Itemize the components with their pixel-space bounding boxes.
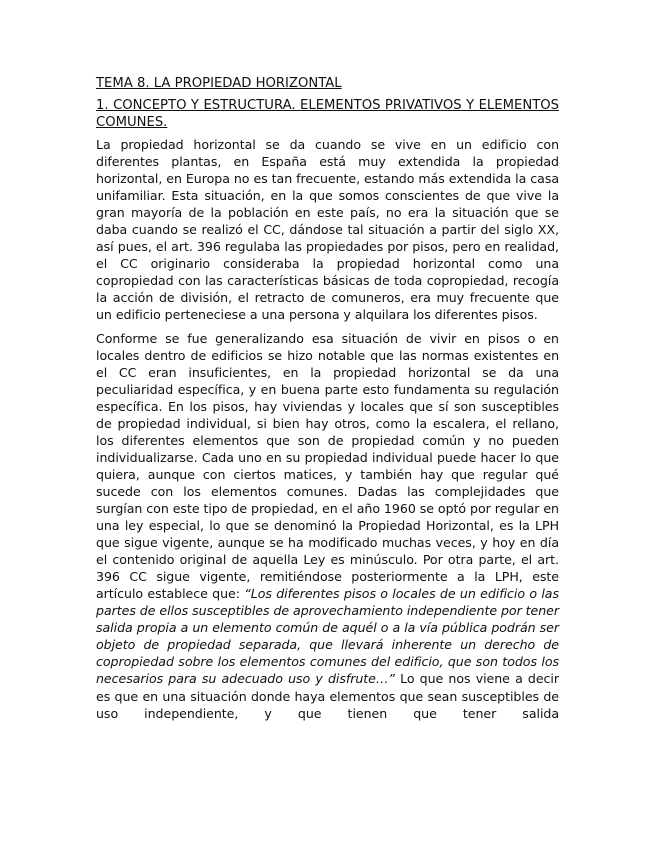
paragraph-2-quote: “Los diferentes pisos o locales de un edificio o las partes de ellos susceptibles de aprovechamiento independiente por tener salida propia a un elemento común de aquél o a la vía pública podrán ser objeto de propiedad separada, que llevará inherente un derecho de copropiedad sobre los elementos comunes del edificio, que son todos los necesarios para su adecuado uso y disfrute…” <box>96 586 560 687</box>
document-title: TEMA 8. LA PROPIEDAD HORIZONTAL <box>96 76 342 91</box>
paragraph-2 <box>96 330 559 722</box>
paragraph-2-rest: Lo que nos viene a decir es que en una situación donde haya elementos que sean susceptibles de uso independiente, y que tienen que tener salida <box>96 671 560 721</box>
section-heading: 1. CONCEPTO Y ESTRUCTURA. ELEMENTOS PRIVATIVOS Y ELEMENTOS COMUNES. <box>96 98 559 130</box>
paragraph-2-intro: Conforme se fue generalizando esa situación de vivir en pisos o en locales dentro de edificios se hizo notable que las normas existentes en el CC eran insuficientes, en la propiedad horizontal se da una peculiaridad específica, y en buena parte esto fundamenta su regulación específica. En los pisos, hay viviendas y locales que sí son susceptibles de propiedad individual, si bien hay otros, como la escalera, el rellano, los diferentes elementos que son de propiedad común y no pueden individualizarse. Cada uno en su propiedad individual puede hacer lo que quiera, aunque con ciertos matices, y también hay que regular qué sucede con los elementos comunes. Dadas las complejidades que surgían con este tipo de propiedad, en el año 1960 se optó por regular en una ley especial, lo que se denominó la Propiedad Horizontal, es la LPH que sigue vigente, aunque se ha modificado muchas veces, y hoy en día el contenido original de aquella Ley es minúsculo. Por otra parte, el art. 396 CC sigue vigente, remitiéndose posteriormente a la LPH, este artículo establece que: <box>96 330 559 602</box>
paragraph-1: La propiedad horizontal se da cuando se vive en un edificio con diferentes plantas, en España está muy extendida la propiedad horizontal, en Europa no es tan frecuente, estando más extendida la casa unifamiliar. Esta situación, en la que somos conscientes de que vive la gran mayoría de la población en este país, no era la situación que se daba cuando se realizó el CC, dándose tal situación a partir del siglo XX, así pues, el art. 396 regulaba las propiedades por pisos, pero en realidad, el CC originario consideraba la propiedad horizontal como una copropiedad con las características básicas de toda copropiedad, recogía la acción de división, el retracto de comuneros, era muy frecuente que un edificio perteneciese a una persona y alquilara los diferentes pisos. <box>96 137 559 323</box>
document-page <box>96 75 559 728</box>
